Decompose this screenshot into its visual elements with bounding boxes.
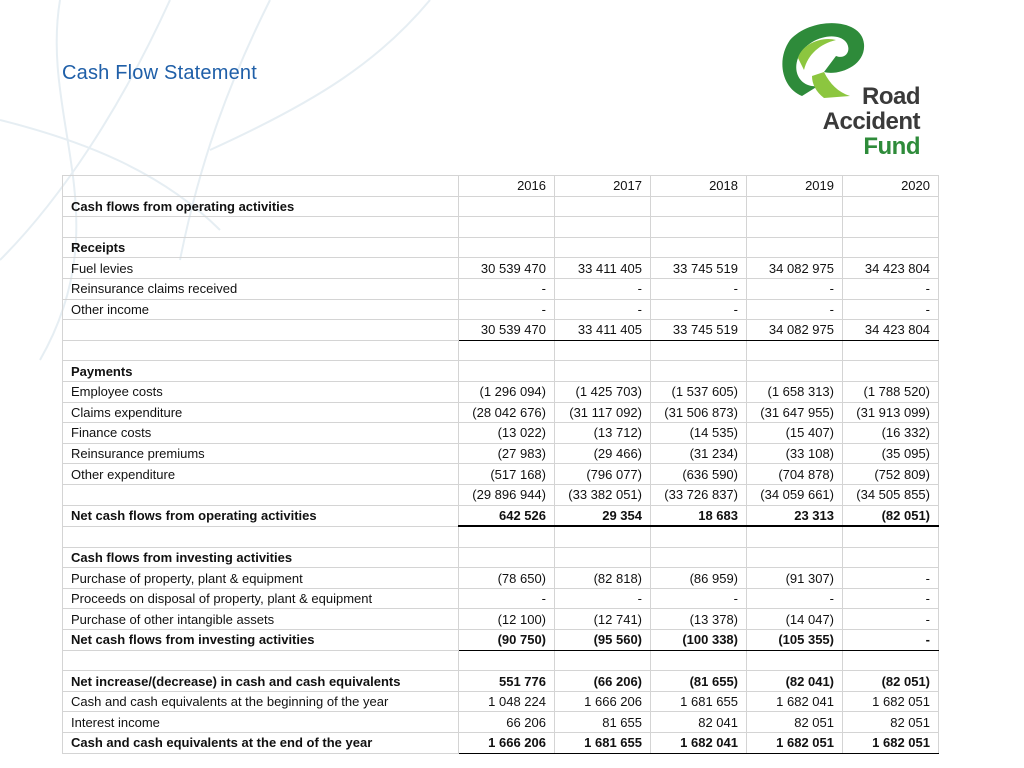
row-label: Finance costs <box>63 423 459 444</box>
row-value: 66 206 <box>459 712 555 733</box>
row-value <box>747 196 843 217</box>
row-value: - <box>651 299 747 320</box>
row-value <box>843 340 939 361</box>
row-value: (31 234) <box>651 443 747 464</box>
table-row <box>63 484 939 505</box>
row-label <box>63 650 459 671</box>
row-value <box>555 361 651 382</box>
row-value: - <box>747 278 843 299</box>
row-value: (31 117 092) <box>555 402 651 423</box>
row-label: Payments <box>63 361 459 382</box>
row-value <box>651 361 747 382</box>
row-value: 81 655 <box>555 712 651 733</box>
table-row <box>63 423 939 444</box>
table-row <box>63 381 939 402</box>
row-value: 33 745 519 <box>651 320 747 341</box>
table-row <box>63 526 939 547</box>
row-value: (1 788 520) <box>843 381 939 402</box>
row-label: Reinsurance premiums <box>63 443 459 464</box>
row-value: - <box>651 588 747 609</box>
table-row <box>63 547 939 568</box>
table-row <box>63 691 939 712</box>
table-row <box>63 443 939 464</box>
row-value: (29 896 944) <box>459 484 555 505</box>
row-value: - <box>843 299 939 320</box>
row-value <box>459 340 555 361</box>
row-label: Employee costs <box>63 381 459 402</box>
row-value <box>651 650 747 671</box>
row-value: 33 411 405 <box>555 320 651 341</box>
row-value <box>843 237 939 258</box>
row-value: (90 750) <box>459 630 555 651</box>
row-value: (1 425 703) <box>555 381 651 402</box>
row-value: (33 108) <box>747 443 843 464</box>
row-value: (13 022) <box>459 423 555 444</box>
year-header-row <box>63 176 939 197</box>
row-value <box>555 547 651 568</box>
row-value <box>747 547 843 568</box>
row-value: (16 332) <box>843 423 939 444</box>
year-header: 2019 <box>747 176 843 197</box>
year-header: 2016 <box>459 176 555 197</box>
row-label: Claims expenditure <box>63 402 459 423</box>
row-value <box>651 340 747 361</box>
row-value: - <box>651 278 747 299</box>
row-value: 1 681 655 <box>651 691 747 712</box>
row-label: Net increase/(decrease) in cash and cash equivalents <box>63 671 459 692</box>
row-value: - <box>747 588 843 609</box>
row-label: Proceeds on disposal of property, plant & equipment <box>63 588 459 609</box>
table-row <box>63 712 939 733</box>
table-row <box>63 340 939 361</box>
row-value <box>555 650 651 671</box>
row-value: - <box>843 588 939 609</box>
row-value: (34 059 661) <box>747 484 843 505</box>
row-value <box>459 361 555 382</box>
row-value: 30 539 470 <box>459 258 555 279</box>
table-row <box>63 588 939 609</box>
row-value: (31 647 955) <box>747 402 843 423</box>
row-value <box>843 526 939 547</box>
row-value: (12 741) <box>555 609 651 630</box>
row-label <box>63 320 459 341</box>
row-label: Cash and cash equivalents at the beginning of the year <box>63 691 459 712</box>
row-value: 1 682 051 <box>843 691 939 712</box>
row-value <box>459 237 555 258</box>
row-value: 82 051 <box>843 712 939 733</box>
row-label: Cash flows from operating activities <box>63 196 459 217</box>
row-value: 34 423 804 <box>843 320 939 341</box>
row-value: (29 466) <box>555 443 651 464</box>
row-value: (27 983) <box>459 443 555 464</box>
row-value <box>555 196 651 217</box>
row-value: 29 354 <box>555 505 651 526</box>
row-value <box>651 547 747 568</box>
row-value: (14 047) <box>747 609 843 630</box>
row-value: (31 913 099) <box>843 402 939 423</box>
row-value <box>651 237 747 258</box>
row-value <box>843 196 939 217</box>
page-title: Cash Flow Statement <box>62 62 257 84</box>
row-label: Purchase of property, plant & equipment <box>63 568 459 589</box>
row-value: (78 650) <box>459 568 555 589</box>
row-value: (35 095) <box>843 443 939 464</box>
row-value <box>459 196 555 217</box>
table-row <box>63 361 939 382</box>
row-value: (1 296 094) <box>459 381 555 402</box>
row-value: - <box>843 609 939 630</box>
row-value: 82 041 <box>651 712 747 733</box>
row-label: Fuel levies <box>63 258 459 279</box>
row-value: (28 042 676) <box>459 402 555 423</box>
row-value: (82 051) <box>843 671 939 692</box>
row-value: 1 682 051 <box>747 733 843 754</box>
row-label <box>63 484 459 505</box>
table-row <box>63 733 939 754</box>
table-row <box>63 568 939 589</box>
row-value: (100 338) <box>651 630 747 651</box>
table-row <box>63 464 939 485</box>
row-value: 1 682 041 <box>651 733 747 754</box>
row-label <box>63 340 459 361</box>
row-value <box>843 361 939 382</box>
row-value: 1 681 655 <box>555 733 651 754</box>
row-value <box>555 526 651 547</box>
table-row <box>63 217 939 238</box>
road-accident-fund-logo <box>772 18 922 158</box>
row-value <box>555 237 651 258</box>
row-value <box>651 526 747 547</box>
row-value: - <box>843 630 939 651</box>
row-value: (13 378) <box>651 609 747 630</box>
year-header: 2017 <box>555 176 651 197</box>
row-label <box>63 217 459 238</box>
row-value: - <box>843 568 939 589</box>
row-label: Other income <box>63 299 459 320</box>
table-row <box>63 650 939 671</box>
row-value: (105 355) <box>747 630 843 651</box>
row-value <box>747 361 843 382</box>
table-row <box>63 196 939 217</box>
row-value: (1 658 313) <box>747 381 843 402</box>
row-value: (82 041) <box>747 671 843 692</box>
logo-fund: Fund <box>863 133 920 160</box>
row-value <box>459 217 555 238</box>
logo-road: Road <box>862 83 920 110</box>
row-value: (82 051) <box>843 505 939 526</box>
table-row <box>63 258 939 279</box>
row-label: Other expenditure <box>63 464 459 485</box>
row-label: Cash flows from investing activities <box>63 547 459 568</box>
table-row <box>63 505 939 526</box>
table-row <box>63 299 939 320</box>
row-label: Net cash flows from investing activities <box>63 630 459 651</box>
row-value: (1 537 605) <box>651 381 747 402</box>
year-header: 2018 <box>651 176 747 197</box>
row-value: (86 959) <box>651 568 747 589</box>
row-value: 1 682 051 <box>843 733 939 754</box>
row-value: (95 560) <box>555 630 651 651</box>
row-value: 1 666 206 <box>459 733 555 754</box>
row-value: 1 682 041 <box>747 691 843 712</box>
row-label <box>63 526 459 547</box>
row-value: - <box>555 299 651 320</box>
row-value: (752 809) <box>843 464 939 485</box>
row-value: (13 712) <box>555 423 651 444</box>
row-value: 33 411 405 <box>555 258 651 279</box>
row-value <box>651 196 747 217</box>
row-value <box>459 547 555 568</box>
row-value: 82 051 <box>747 712 843 733</box>
row-value: 34 082 975 <box>747 320 843 341</box>
row-value: (82 818) <box>555 568 651 589</box>
row-value <box>459 526 555 547</box>
row-value: (66 206) <box>555 671 651 692</box>
row-value: 551 776 <box>459 671 555 692</box>
row-value: (796 077) <box>555 464 651 485</box>
row-value: 30 539 470 <box>459 320 555 341</box>
row-value <box>843 650 939 671</box>
row-label: Interest income <box>63 712 459 733</box>
row-label: Purchase of other intangible assets <box>63 609 459 630</box>
row-label: Receipts <box>63 237 459 258</box>
row-value: 18 683 <box>651 505 747 526</box>
table-row <box>63 320 939 341</box>
row-value: (34 505 855) <box>843 484 939 505</box>
row-value: 33 745 519 <box>651 258 747 279</box>
row-value: - <box>459 299 555 320</box>
row-value: (15 407) <box>747 423 843 444</box>
row-value: (81 655) <box>651 671 747 692</box>
row-value <box>651 217 747 238</box>
row-value: - <box>747 299 843 320</box>
row-value: - <box>459 588 555 609</box>
row-value <box>747 217 843 238</box>
table-row <box>63 671 939 692</box>
table-row <box>63 609 939 630</box>
row-value: 23 313 <box>747 505 843 526</box>
cash-flow-table <box>62 175 939 754</box>
row-value: (33 382 051) <box>555 484 651 505</box>
row-value <box>555 217 651 238</box>
table-row <box>63 402 939 423</box>
row-value: - <box>555 278 651 299</box>
row-value: 34 082 975 <box>747 258 843 279</box>
row-value <box>843 217 939 238</box>
table-row <box>63 237 939 258</box>
year-header: 2020 <box>843 176 939 197</box>
row-value: (91 307) <box>747 568 843 589</box>
row-value: - <box>555 588 651 609</box>
row-label: Reinsurance claims received <box>63 278 459 299</box>
row-value <box>747 340 843 361</box>
row-value <box>843 547 939 568</box>
row-value <box>459 650 555 671</box>
row-value: (14 535) <box>651 423 747 444</box>
row-value <box>555 340 651 361</box>
row-value <box>747 237 843 258</box>
row-label: Cash and cash equivalents at the end of the year <box>63 733 459 754</box>
row-value: - <box>459 278 555 299</box>
table-row <box>63 278 939 299</box>
row-value: 642 526 <box>459 505 555 526</box>
row-value: (31 506 873) <box>651 402 747 423</box>
row-value: (33 726 837) <box>651 484 747 505</box>
logo-accident: Accident <box>822 108 920 135</box>
row-value: (704 878) <box>747 464 843 485</box>
row-value: (636 590) <box>651 464 747 485</box>
row-value: (517 168) <box>459 464 555 485</box>
row-value: 1 666 206 <box>555 691 651 712</box>
row-value: 34 423 804 <box>843 258 939 279</box>
row-value <box>747 526 843 547</box>
row-value: - <box>843 278 939 299</box>
row-value: 1 048 224 <box>459 691 555 712</box>
row-value <box>747 650 843 671</box>
table-row <box>63 630 939 651</box>
row-value: (12 100) <box>459 609 555 630</box>
row-label: Net cash flows from operating activities <box>63 505 459 526</box>
